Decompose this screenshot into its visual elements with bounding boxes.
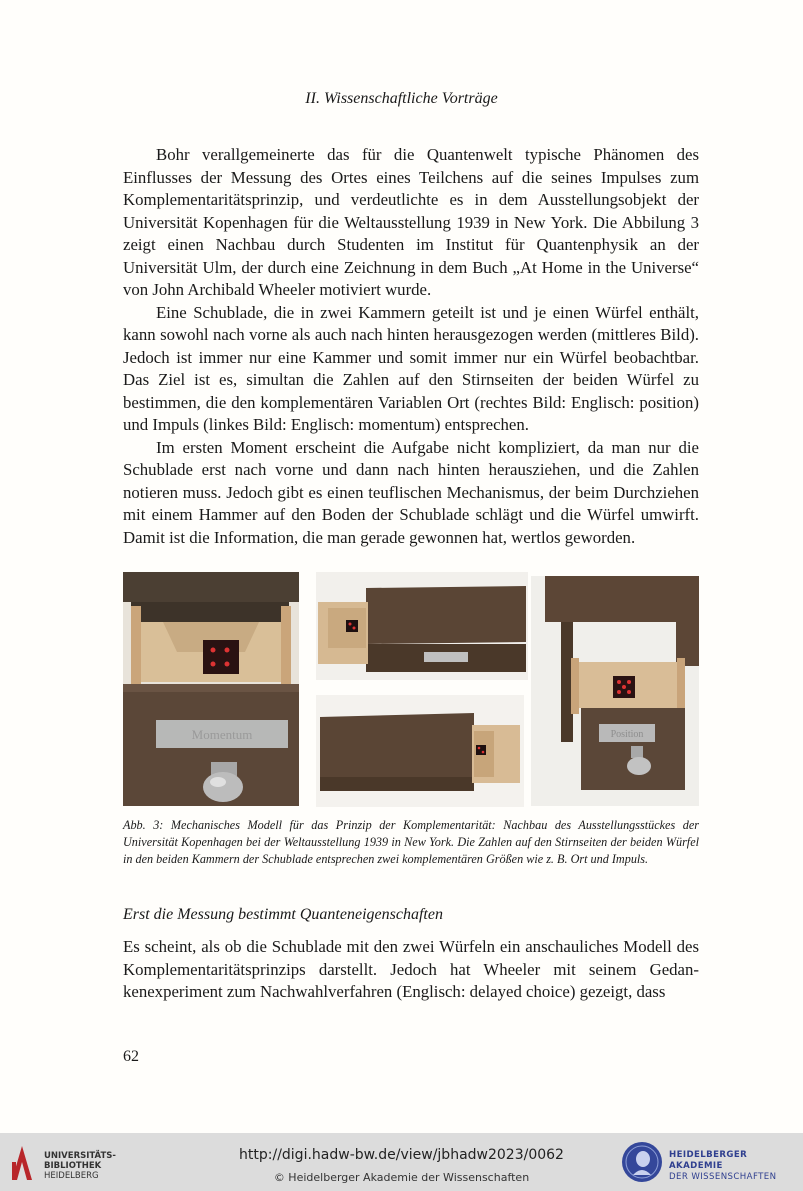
permalink-url[interactable]: http://digi.hadw-bw.de/view/jbhadw2023/0062 [239, 1147, 564, 1163]
ub-line: HEIDELBERG [44, 1171, 99, 1181]
page-number: 62 [123, 1048, 139, 1065]
photo-drawer-position [531, 576, 699, 806]
footer-bar [0, 1133, 803, 1191]
photo-box-drawer-left [316, 572, 528, 680]
haw-seal-icon [621, 1141, 663, 1183]
paragraph: Es scheint, als ob die Schublade mit den zwei Würfeln ein anschauliches Modell des Komplementaritätsprinzips darstellt. Jedoch hat Wheeler mit seinem Gedankenexperiment zum Nachwahlverfahren (Englisch: delayed choice) gezeigt, dass [123, 937, 699, 1001]
copyright-notice: © Heidelberger Akademie der Wissenschaften [273, 1171, 530, 1184]
section-heading: Erst die Messung bestimmt Quanteneigenschaften [123, 906, 443, 923]
paragraph: Eine Schublade, die in zwei Kammern geteilt ist und je einen Würfel enthält, kann sowohl nach vorne als auch nach hinten herausgezogen werden (mittleres Bild). Jedoch ist immer nur eine Kammer und somit immer nur ein Würfel beobachtbar. Das Ziel ist es, simultan die Zahlen auf den Stirnseiten der beiden Würfel zu bestimmen, die den komplementären Variablen Ort (rechtes Bild: Englisch: position) und Impuls (linkes Bild: Englisch: momentum) entsprechen. [123, 302, 699, 434]
haw-line: DER WISSENSCHAFTEN [669, 1172, 777, 1182]
plate-label-momentum: Momentum [191, 727, 253, 742]
plate-label-position: Position [610, 729, 644, 740]
paragraph: Bohr verallgemeinerte das für die Quantenwelt typische Phänomen des Einflusses der Messung des Ortes eines Teilchens auf die seines Impulses zum Komplementaritätsprinzip, und verdeutlichte es in dem Ausstellungsobjekt der Universität Kopenhagen für die Weltausstellung 1939 in New York. Die Abbilung 3 zeigt einen Nachbau durch Studenten im Institut für Quantenphysik an der Universität Ulm, der durch eine Zeichnung in dem Buch „At Home in the Universe“ von John Archibald Wheeler motiviert wurde. [123, 145, 699, 299]
ub-line: BIBLIOTHEK [44, 1161, 102, 1171]
haw-line: HEIDELBERGER AKADEMIE [669, 1150, 748, 1171]
running-title: II. Wissenschaftliche Vorträge [305, 90, 498, 107]
ub-line: UNIVERSITÄTS- [44, 1151, 116, 1161]
photo-box-drawer-right [316, 695, 524, 807]
paragraph: Im ersten Moment erscheint die Aufgabe nicht kompliziert, da man nur die Schublade erst nach vorne und dann nach hinten herausziehen, und die Zahlen notieren muss. Jedoch gibt es einen teuflischen Mechanismus, der beim Durchziehen mit einem Hammer auf den Boden der Schublade schlägt und die Würfel umwirft. Damit ist die Information, die man gerade gewonnen hat, wertlos geworden. [123, 437, 699, 547]
photo-drawer-momentum [123, 572, 299, 806]
body-text-block [123, 144, 699, 549]
body-text-block [123, 936, 699, 1004]
figure-caption: Abb. 3: Mechanisches Modell für das Prinzip der Komplementarität: Nachbau des Ausstellungsstückes der Universität Kopenhagen bei der Weltausstellung 1939 in New York. Die Zahlen auf den Stirnseiten der beiden Würfel in den beiden Kammern der Schublade entsprechen zwei komplementären Größen wie z. B. Ort und Impuls. [123, 818, 699, 866]
haw-name[interactable] [669, 1150, 803, 1183]
